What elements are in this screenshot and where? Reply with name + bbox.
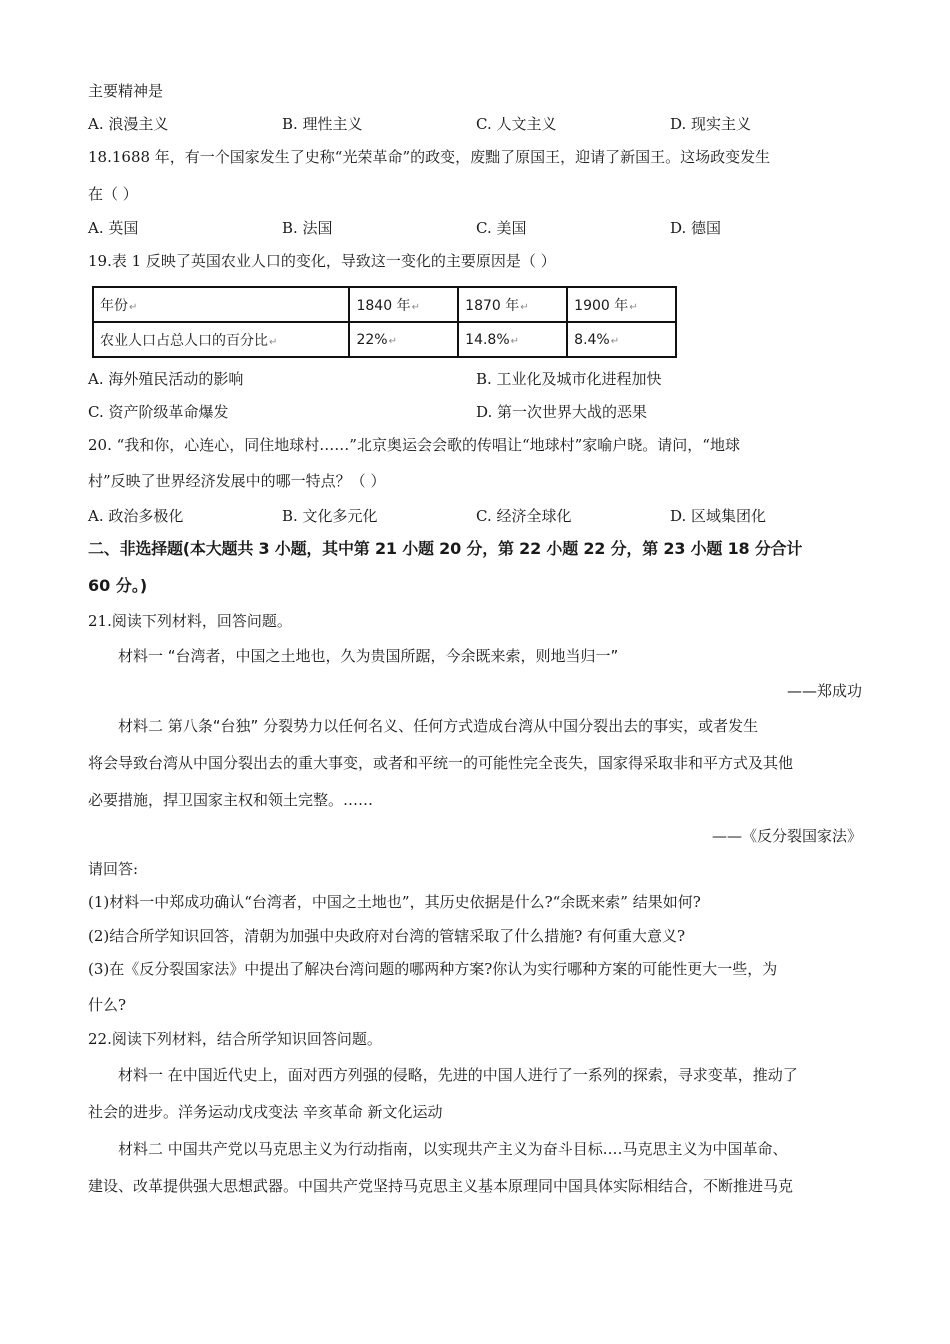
q21-material1: 材料一 “台湾者，中国之土地也，久为贵国所踞，今余既来索，则地当归一” [118,647,619,665]
q19-table [92,286,677,358]
table-row [93,322,676,357]
table-cell: 14.8%↵ [458,322,567,357]
table-cell: 8.4%↵ [567,322,676,357]
q18-option-c: C. 美国 [476,219,527,237]
q20-option-b: B. 文化多元化 [282,507,378,525]
q20-stem-line1: 20. “我和你，心连心，同住地球村……”北京奥运会会歌的传唱让“地球村”家喻户晓。请问，“地球 [88,436,740,454]
q19-option-c: C. 资产阶级革命爆发 [88,403,229,421]
q22-material1-line1: 材料一 在中国近代史上，面对西方列强的侵略，先进的中国人进行了一系列的探索，寻求变革，推动了 [118,1066,798,1084]
q21-stem: 21.阅读下列材料，回答问题。 [88,612,292,630]
q21-subquestion-1: (1)材料一中郑成功确认“台湾者，中国之土地也”，其历史依据是什么?“余既来索” 结果如何? [88,893,701,911]
q18-option-a: A. 英国 [88,219,139,237]
q21-material2-line1: 材料二 第八条“台独” 分裂势力以任何名义、任何方式造成台湾从中国分裂出去的事实，或者发生 [118,717,759,735]
q21-material2-line2: 将会导致台湾从中国分裂出去的重大事变，或者和平统一的可能性完全丧失，国家得采取非和平方式及其他 [88,754,794,772]
q17-option-a: A. 浪漫主义 [88,115,169,133]
q21-subquestion-2: (2)结合所学知识回答，清朝为加强中央政府对台湾的管辖采取了什么措施? 有何重大意义? [88,927,686,945]
table-cell: 年份↵ [93,287,349,322]
section2-title-line2: 60 分。) [88,576,148,595]
q19-option-d: D. 第一次世界大战的恶果 [476,403,648,421]
q21-ask: 请回答: [88,860,139,878]
q18-option-b: B. 法国 [282,219,333,237]
table-cell: 22%↵ [349,322,458,357]
q18-stem-line1: 18.1688 年，有一个国家发生了史称“光荣革命”的政变，废黜了原国王，迎请了新国王。这场政变发生 [88,148,771,166]
q21-material2-source: ——《反分裂国家法》 [711,827,862,845]
q19-option-a: A. 海外殖民活动的影响 [88,370,244,388]
q17-option-d: D. 现实主义 [670,115,752,133]
q18-stem-line2: 在（ ） [88,185,138,203]
section2-title-line1: 二、非选择题(本大题共 3 小题，其中第 21 小题 20 分，第 22 小题 22 分，第 23 小题 18 分合计 [88,539,803,558]
q22-material2-line1: 材料二 中国共产党以马克思主义为行动指南，以实现共产主义为奋斗目标.…马克思主义为中国革命、 [118,1140,788,1158]
q22-stem: 22.阅读下列材料，结合所学知识回答问题。 [88,1030,382,1048]
q17-option-c: C. 人文主义 [476,115,557,133]
q19-option-b: B. 工业化及城市化进程加快 [476,370,662,388]
table-cell: 1900 年↵ [567,287,676,322]
q22-material2-line2: 建设、改革提供强大思想武器。中国共产党坚持马克思主义基本原理同中国具体实际相结合，不断推进马克 [88,1177,794,1195]
table-cell: 1870 年↵ [458,287,567,322]
q21-subquestion-3-line1: (3)在《反分裂国家法》中提出了解决台湾问题的哪两种方案?你认为实行哪种方案的可能性更大一些，为 [88,960,778,978]
q17-option-b: B. 理性主义 [282,115,363,133]
q22-material1-line2: 社会的进步。洋务运动戊戌变法 辛亥革命 新文化运动 [88,1103,443,1121]
table-cell: 1840 年↵ [349,287,458,322]
q17-tail: 主要精神是 [88,82,164,100]
q21-material2-line3: 必要措施，捍卫国家主权和领土完整。…… [88,791,374,809]
table-cell: 农业人口占总人口的百分比↵ [93,322,349,357]
q20-option-a: A. 政治多极化 [88,507,184,525]
q19-stem: 19.表 1 反映了英国农业人口的变化，导致这一变化的主要原因是（ ） [88,252,556,270]
q20-stem-line2: 村”反映了世界经济发展中的哪一特点？（ ） [88,472,386,490]
q20-option-d: D. 区域集团化 [670,507,767,525]
q18-option-d: D. 德国 [670,219,722,237]
q20-option-c: C. 经济全球化 [476,507,572,525]
table-header-row [93,287,676,322]
q21-subquestion-3-line2: 什么? [88,996,127,1014]
q21-material1-source: ——郑成功 [786,682,862,700]
